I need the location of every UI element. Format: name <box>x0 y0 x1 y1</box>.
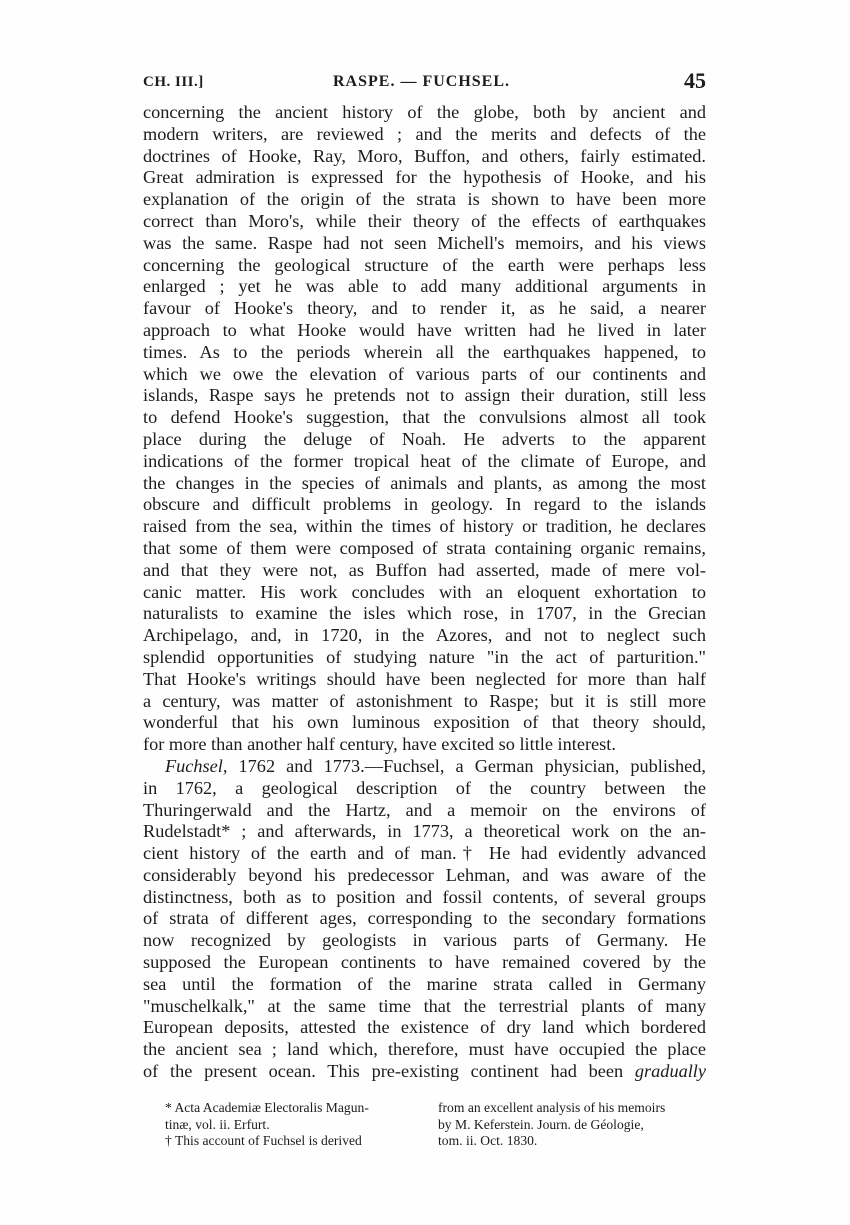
text-line: raised from the sea, within the times of history or tradition, he declares <box>143 516 706 537</box>
footnote-column-left <box>165 1100 430 1150</box>
text-line: wonderful that his own luminous exposition of that theory should, <box>143 712 706 733</box>
footnote-line: by M. Keferstein. Journ. de Géologie, <box>438 1116 644 1132</box>
body-text <box>143 102 706 1083</box>
text-line: enlarged ; yet he was able to add many additional arguments in <box>143 276 706 297</box>
text-line: "muschelkalk," at the same time that the terrestrial plants of many <box>143 995 706 1016</box>
text-line: considerably beyond his predecessor Lehman, and was aware of the <box>143 864 706 885</box>
text-line: that some of them were composed of strata containing organic remains, <box>143 537 706 558</box>
text-line: splendid opportunities of studying nature "in the act of parturition." <box>143 646 706 667</box>
text-line: which we owe the elevation of various parts of our continents and <box>143 363 706 384</box>
text-line: the ancient sea ; land which, therefore, must have occupied the place <box>143 1039 706 1060</box>
text-line: Rudelstadt* ; and afterwards, in 1773, a theoretical work on the an- <box>143 821 706 842</box>
text-line: islands, Raspe says he pretends not to assign their duration, still less <box>143 385 706 406</box>
text-line: canic matter. His work concludes with an eloquent exhortation to <box>143 581 706 602</box>
text-line: correct than Moro's, while their theory of the effects of earthquakes <box>143 210 706 231</box>
fuchsel-lead-text: 1762 and 1773.—Fuchsel, a German physician, published, <box>227 755 706 776</box>
footnote-line: tinæ, vol. ii. Erfurt. <box>165 1116 270 1132</box>
text-line: distinctness, both as to position and fossil contents, of several groups <box>143 886 706 907</box>
footnote-column-right <box>438 1100 713 1150</box>
text-line: to defend Hooke's suggestion, that the convulsions almost all took <box>143 407 706 428</box>
final-text-line <box>143 1061 706 1083</box>
text-line: That Hooke's writings should have been neglected for more than half <box>143 668 706 689</box>
text-line: for more than another half century, have excited so little interest. <box>143 734 616 755</box>
text-line: indications of the former tropical heat of the climate of Europe, and <box>143 450 706 471</box>
text-line: naturalists to examine the isles which rose, in 1707, in the Grecian <box>143 603 706 624</box>
final-line-italic: gradually <box>634 1061 706 1082</box>
text-line: supposed the European continents to have remained covered by the <box>143 952 706 973</box>
fuchsel-paragraph-lead <box>143 756 706 778</box>
text-line: modern writers, are reviewed ; and the merits and defects of the <box>143 123 706 144</box>
text-line: sea until the formation of the marine strata called in Germany <box>143 973 706 994</box>
running-title: RASPE. — FUCHSEL. <box>333 73 511 90</box>
fuchsel-italic-name: Fuchsel, <box>165 755 228 776</box>
text-line: approach to what Hooke would have written had he lived in later <box>143 319 706 340</box>
text-line: favour of Hooke's theory, and to render it, as he said, a nearer <box>143 298 706 319</box>
text-line: now recognized by geologists in various parts of Germany. He <box>143 930 706 951</box>
footnote-line: tom. ii. Oct. 1830. <box>438 1133 538 1148</box>
page-number: 45 <box>684 68 706 93</box>
text-line: Thuringerwald and the Hartz, and a memoir on the environs of <box>143 799 706 820</box>
footnote-line: from an excellent analysis of his memoirs <box>438 1100 666 1115</box>
text-line: concerning the ancient history of the globe, both by ancient and <box>143 102 706 122</box>
chapter-label: CH. III.] <box>143 74 204 90</box>
footnote-line: * Acta Academiæ Electoralis Magun- <box>165 1100 369 1115</box>
text-line: of strata of different ages, corresponding to the secondary formations <box>143 908 706 929</box>
text-line: concerning the geological structure of the earth were perhaps less <box>143 254 706 275</box>
text-line: Archipelago, and, in 1720, in the Azores, and not to neglect such <box>143 625 706 646</box>
text-line: place during the deluge of Noah. He adverts to the apparent <box>143 428 706 449</box>
text-line: the changes in the species of animals and plants, as among the most <box>143 472 706 493</box>
text-line: cient history of the earth and of man.† He had evidently advanced <box>143 843 706 864</box>
footnote-line: † This account of Fuchsel is derived <box>165 1133 362 1148</box>
text-line: Great admiration is expressed for the hypothesis of Hooke, and his <box>143 167 706 188</box>
text-line: explanation of the origin of the strata is shown to have been more <box>143 189 706 210</box>
text-line: a century, was matter of astonishment to Raspe; but it is still more <box>143 690 706 711</box>
text-line: in 1762, a geological description of the country between the <box>143 777 706 798</box>
final-line-plain: of the present ocean. This pre-existing continent had been <box>143 1061 635 1082</box>
text-line: doctrines of Hooke, Ray, Moro, Buffon, and others, fairly estimated. <box>143 145 706 166</box>
text-line: was the same. Raspe had not seen Michell's memoirs, and his views <box>143 232 706 253</box>
running-header <box>143 68 706 98</box>
text-line: and that they were not, as Buffon had asserted, made of mere vol- <box>143 559 706 580</box>
text-line: times. As to the periods wherein all the earthquakes happened, to <box>143 341 706 362</box>
text-line: European deposits, attested the existence of dry land which bordered <box>143 1017 706 1038</box>
text-line: obscure and difficult problems in geology. In regard to the islands <box>143 494 706 515</box>
